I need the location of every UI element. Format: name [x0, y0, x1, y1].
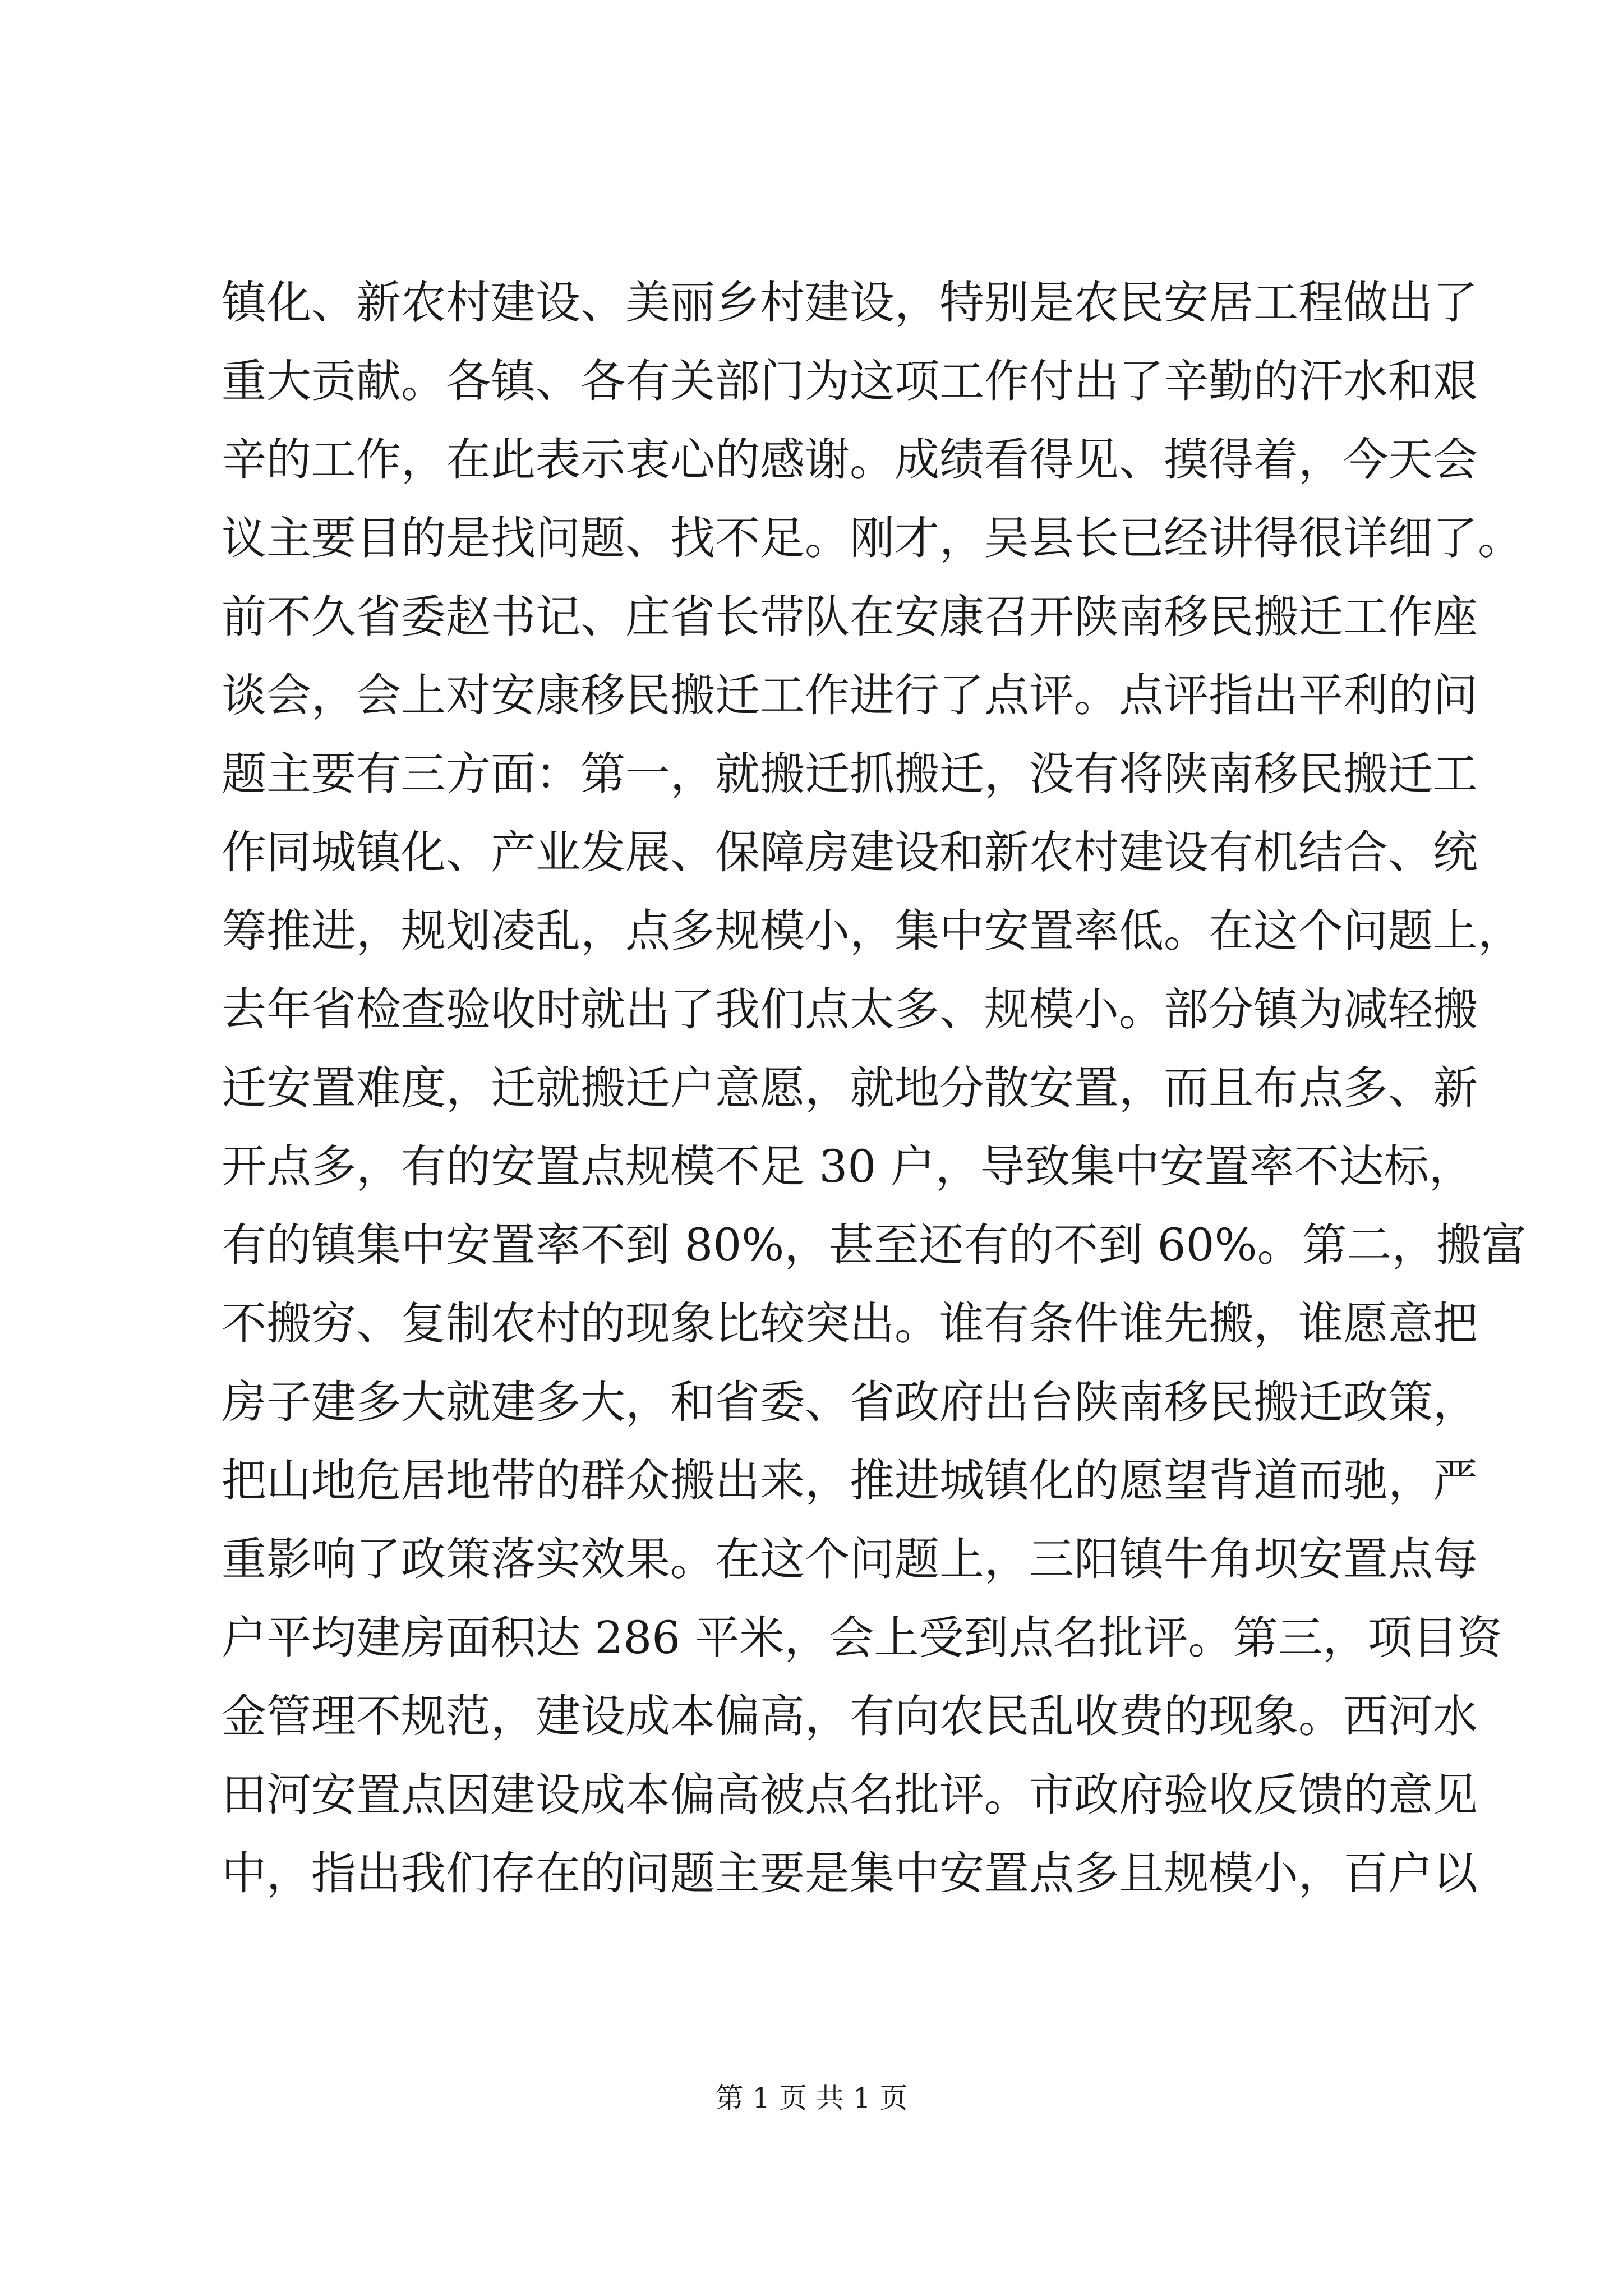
text-line: 题主要有三方面：第一，就搬迁抓搬迁，没有将陕南移民搬迁工 — [222, 748, 1478, 800]
text-line: 重大贡献。各镇、各有关部门为这项工作付出了辛勤的汗水和艰 — [222, 355, 1478, 407]
text-line: 镇化、新农村建设、美丽乡村建设，特别是农民安居工程做出了 — [222, 277, 1478, 329]
text-line: 重影响了政策落实效果。在这个问题上，三阳镇牛角坝安置点每 — [222, 1533, 1478, 1585]
text-line: 中，指出我们存在的问题主要是集中安置点多且规模小，百户以 — [222, 1847, 1478, 1899]
text-line: 去年省检查验收时就出了我们点太多、规模小。部分镇为减轻搬 — [222, 983, 1478, 1036]
text-line: 开点多，有的安置点规模不足 30 户，导致集中安置率不达标， — [222, 1140, 1474, 1193]
text-line: 作同城镇化、产业发展、保障房建设和新农村建设有机结合、统 — [222, 826, 1478, 878]
text-line: 议主要目的是找问题、找不足。刚才，吴县长已经讲得很详细了。 — [222, 512, 1523, 564]
page-footer: 第 1 页 共 1 页 — [715, 2082, 908, 2114]
text-line: 田河安置点因建设成本偏高被点名批评。市政府验收反馈的意见 — [222, 1769, 1478, 1821]
text-line: 辛的工作，在此表示衷心的感谢。成绩看得见、摸得着，今天会 — [222, 434, 1478, 486]
text-line: 迁安置难度，迁就搬迁户意愿，就地分散安置，而且布点多、新 — [222, 1062, 1478, 1114]
text-line: 不搬穷、复制农村的现象比较突出。谁有条件谁先搬，谁愿意把 — [222, 1297, 1478, 1350]
text-line: 谈会，会上对安康移民搬迁工作进行了点评。点评指出平利的问 — [222, 669, 1478, 721]
text-line: 前不久省委赵书记、庄省长带队在安康召开陕南移民搬迁工作座 — [222, 591, 1478, 643]
text-line: 金管理不规范，建设成本偏高，有向农民乱收费的现象。西河水 — [222, 1690, 1478, 1742]
text-line: 房子建多大就建多大，和省委、省政府出台陕南移民搬迁政策， — [222, 1376, 1478, 1428]
text-line: 有的镇集中安置率不到 80%，甚至还有的不到 60%。第二，搬富 — [222, 1219, 1527, 1271]
text-line: 筹推进，规划凌乱，点多规模小，集中安置率低。在这个问题上， — [222, 905, 1523, 957]
text-line: 户平均建房面积达 286 平米，会上受到点名批评。第三，项目资 — [222, 1612, 1502, 1664]
text-line: 把山地危居地带的群众搬出来，推进城镇化的愿望背道而驰，严 — [222, 1455, 1478, 1507]
body-text — [222, 264, 1527, 1913]
